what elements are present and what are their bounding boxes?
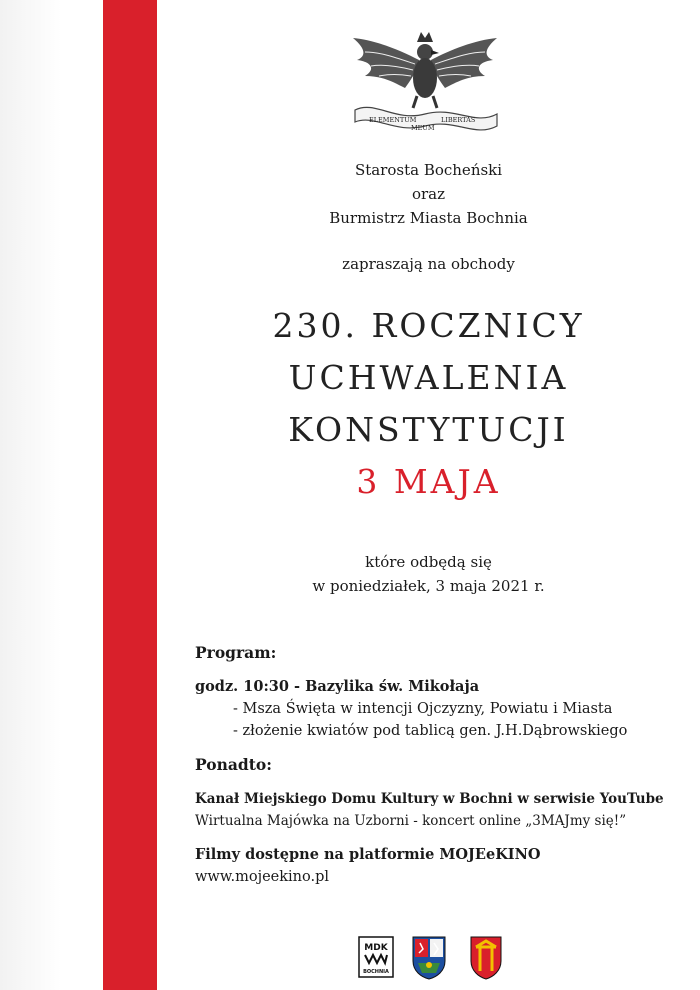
date-line-1: które odbędą się (365, 553, 492, 571)
date-line-2: w poniedziałek, 3 maja 2021 r. (312, 577, 545, 595)
program-heading: Program: (195, 643, 277, 662)
organizer-line-2: oraz (411, 185, 446, 203)
mdk-logo-bottom: BOCHNIA (363, 969, 389, 975)
website-link[interactable]: www.mojeekino.pl (195, 869, 330, 885)
invite-line: zapraszają na obchody (342, 255, 515, 273)
title-line-1: 230. ROCZNICY (272, 306, 585, 345)
event-date (157, 550, 700, 598)
youtube-channel: Kanał Miejskiego Domu Kultury w Bochni w serwisie YouTube (195, 791, 664, 807)
films-info: Filmy dostępne na platformie MOJEeKINO (195, 846, 541, 863)
organizer-line-1: Starosta Bocheński (354, 161, 503, 179)
flag-white-stripe (0, 0, 103, 990)
program-item: - złożenie kwiatów pod tablicą gen. J.H.Dąbrowskiego (233, 723, 628, 739)
banner-text-left: ELEMENTUM (369, 116, 417, 124)
online-concert: Wirtualna Majówka na Uzborni - koncert online „3MAJmy się!” (195, 813, 627, 829)
county-coat-of-arms-icon (410, 933, 448, 981)
flag-red-stripe (103, 0, 157, 990)
title-line-4: 3 MAJA (356, 462, 501, 501)
city-coat-of-arms-icon (468, 933, 504, 981)
title-line-3: KONSTYTUCJI (288, 410, 569, 449)
mdk-logo-top: MDK (364, 943, 388, 953)
mdk-logo-icon (357, 933, 395, 981)
organizer-line-3: Burmistrz Miasta Bochnia (329, 209, 528, 227)
extra-heading: Ponadto: (195, 755, 272, 774)
organizers (157, 158, 700, 230)
program-slot: godz. 10:30 - Bazylika św. Mikołaja (195, 678, 480, 695)
eagle-emblem-icon (345, 30, 505, 140)
banner-text-right: LIBERTAS (441, 116, 476, 124)
program-item: - Msza Święta w intencji Ojczyzny, Powiatu i Miasta (233, 701, 613, 717)
program-section (195, 642, 695, 888)
title-line-2: UCHWALENIA (288, 358, 569, 397)
event-title (157, 300, 700, 508)
banner-text-mid: MEUM (411, 124, 435, 132)
